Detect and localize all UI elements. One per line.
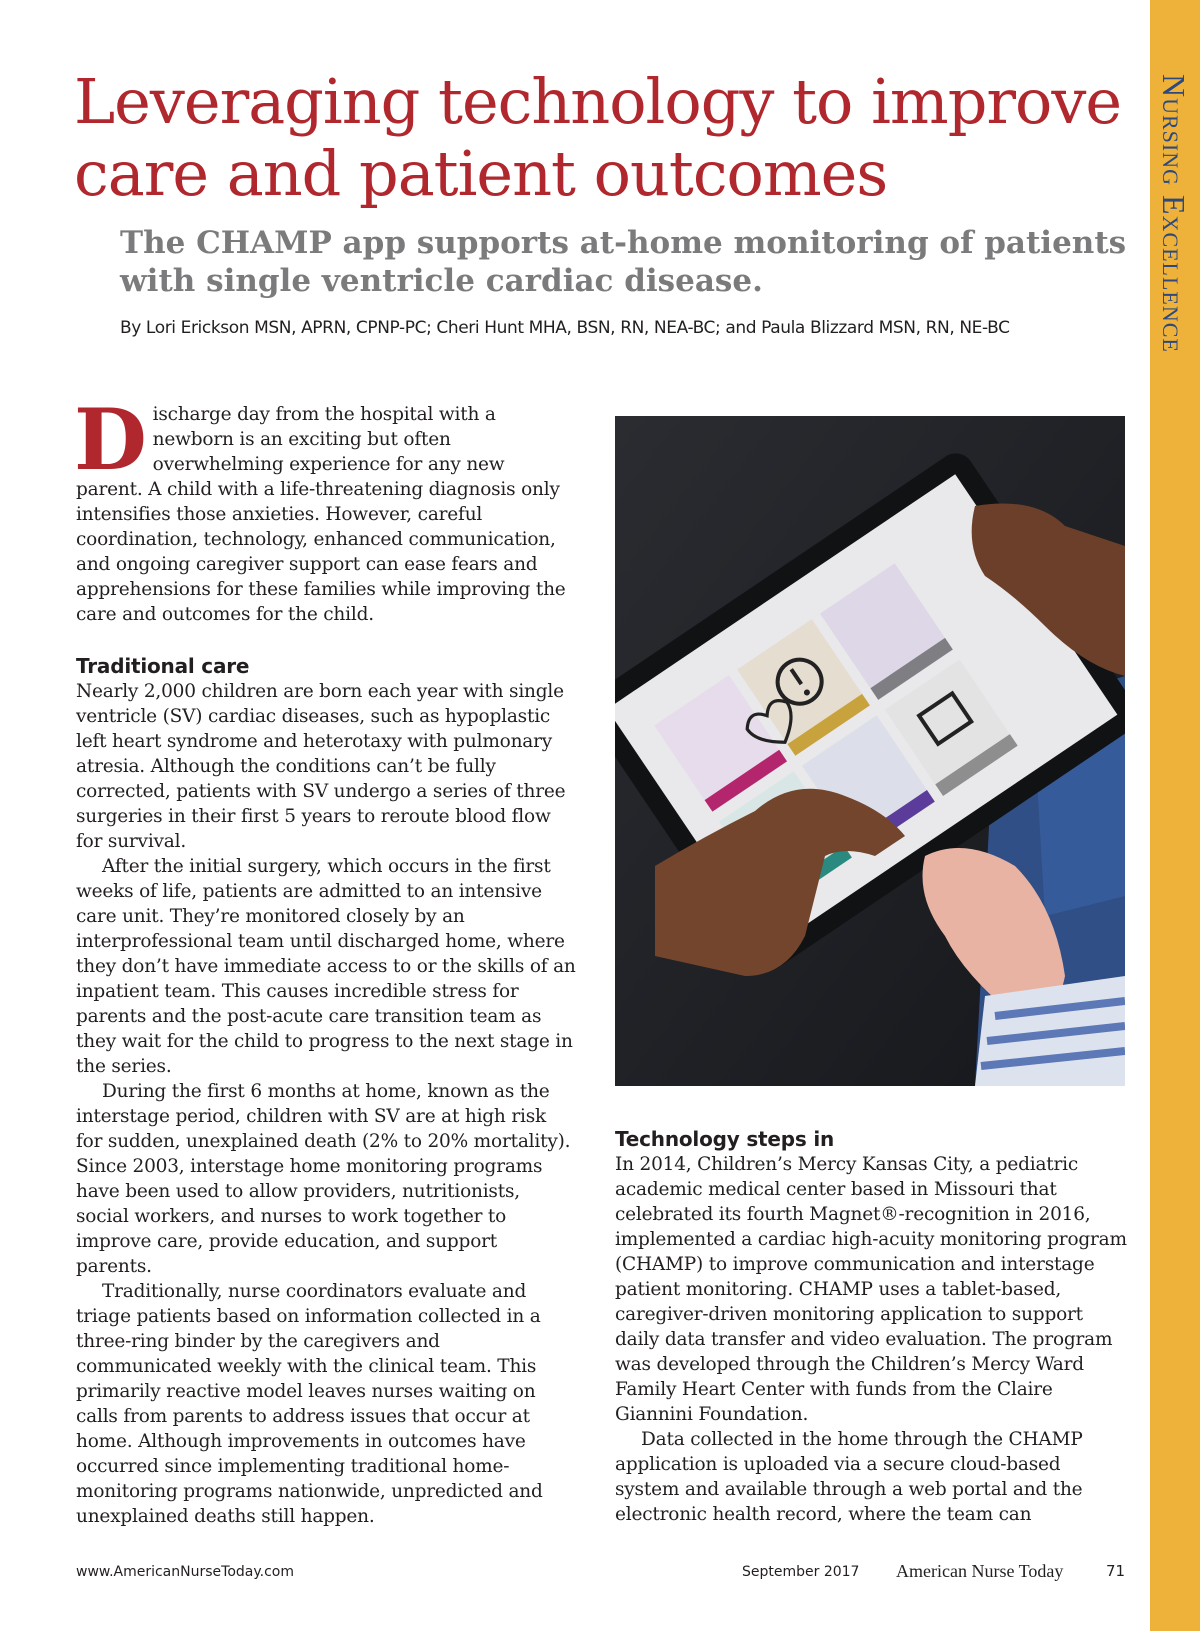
drop-cap: D xyxy=(74,390,147,489)
right-column xyxy=(615,1126,1127,1527)
intro-paragraph xyxy=(74,390,576,627)
page-number: 71 xyxy=(1106,1562,1126,1580)
article-byline: By Lori Erickson MSN, APRN, CPNP-PC; Cheri Hunt MHA, BSN, RN, NEA-BC; and Paula Blizzard MSN, RN, NE-BC xyxy=(120,318,1010,338)
body-paragraph: Nearly 2,000 children are born each year with single ventricle (SV) cardiac diseases, such as hypoplastic left heart syndrome and heterotaxy with pulmonary atresia. Although the conditions can’t be fully corrected, patients with SV undergo a series of three surgeries in their first 5 years to reroute blood flow for survival. xyxy=(76,681,566,852)
section-heading-traditional-care: Traditional care xyxy=(76,654,250,678)
footer-magazine-name: American Nurse Today xyxy=(896,1561,1064,1581)
article-photo-tablet xyxy=(615,416,1125,1086)
footer-date: September 2017 xyxy=(742,1564,860,1580)
body-paragraph: Data collected in the home through the CHAMP application is uploaded via a secure cloud-based system and available through a web portal and the electronic health record, where the team can xyxy=(615,1429,1083,1525)
article-title: Leveraging technology to improve care and patient outcomes xyxy=(74,65,1122,210)
footer-url[interactable]: www.AmericanNurseToday.com xyxy=(76,1564,294,1580)
body-paragraph: During the first 6 months at home, known as the interstage period, children with SV are at high risk for sudden, unexplained death (2% to 20% mortality). Since 2003, interstage home monitoring programs have been used to allow providers, nutritionists, social workers, and nurses to work together to improve care, provide education, and support parents. xyxy=(76,1081,571,1277)
body-paragraph: In 2014, Children’s Mercy Kansas City, a pediatric academic medical center based in Missouri that celebrated its fourth Magnet®-recognition in 2016, implemented a cardiac high-acuity monitoring program (CHAMP) to improve communication and interstage patient monitoring. CHAMP uses a tablet-based, caregiver-driven monitoring application to support daily data transfer and video evaluation. The program was developed through the Children’s Mercy Ward Family Heart Center with funds from the Claire Giannini Foundation. xyxy=(615,1154,1127,1425)
photo-illustration xyxy=(615,416,1125,1086)
body-paragraph: After the initial surgery, which occurs in the first weeks of life, patients are admitted to an intensive care unit. They’re monitored closely by an interprofessional team until discharged home, where they don’t have immediate access to or the skills of an inpatient team. This causes incredible stress for parents and the post-acute care transition team as they wait for the child to progress to the next stage in the series. xyxy=(76,856,576,1077)
section-heading-technology: Technology steps in xyxy=(615,1127,835,1151)
section-label: Nursing Excellence xyxy=(1156,74,1192,353)
left-column xyxy=(74,390,576,1529)
intro-text: ischarge day from the hospital with a newborn is an exciting but often overwhelming experience for any new parent. A child with a life-threatening diagnosis only intensifies those anxieties. However, careful coordination, technology, enhanced communication, and ongoing caregiver support can ease fears and apprehensions for these families while improving the care and outcomes for the child. xyxy=(76,404,566,625)
article-subtitle: The CHAMP app supports at-home monitoring of patients with single ventricle cardiac disease. xyxy=(120,225,1127,299)
body-paragraph: Traditionally, nurse coordinators evaluate and triage patients based on information collected in a three-ring binder by the caregivers and communicated weekly with the clinical team. This primarily reactive model leaves nurses waiting on calls from parents to address issues that occur at home. Although improvements in outcomes have occurred since implementing traditional home-monitoring programs nationwide, unpredicted and unexplained deaths still happen. xyxy=(76,1281,543,1527)
